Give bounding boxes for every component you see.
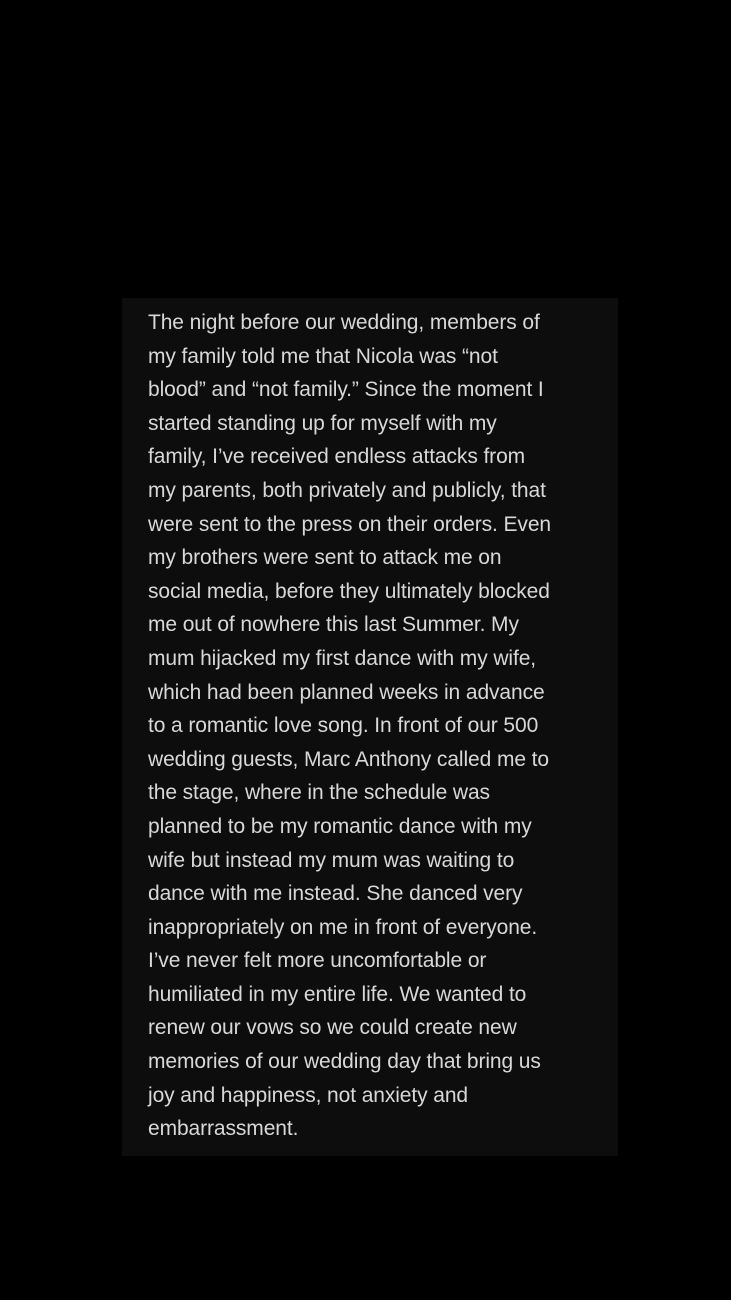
text-line: to a romantic love song. In front of our 500 [148, 714, 539, 738]
text-line: wedding guests, Marc Anthony called me to [148, 747, 549, 771]
text-line: which had been planned weeks in advance [148, 680, 545, 704]
text-line: my family told me that Nicola was “not [148, 344, 498, 368]
text-line: were sent to the press on their orders. Even [148, 512, 551, 536]
text-line: inappropriately on me in front of everyone. [148, 915, 538, 939]
text-line: my brothers were sent to attack me on [148, 546, 502, 570]
text-line: the stage, where in the schedule was [148, 781, 490, 805]
text-line: wife but instead my mum was waiting to [148, 848, 515, 872]
text-line: renew our vows so we could create new [148, 1016, 517, 1040]
text-line: I’ve never felt more uncomfortable or [148, 949, 487, 973]
text-line: started standing up for myself with my [148, 411, 497, 435]
story-text-card [122, 298, 618, 1156]
text-line: memories of our wedding day that bring us [148, 1050, 541, 1074]
text-line: planned to be my romantic dance with my [148, 814, 532, 838]
text-line: mum hijacked my first dance with my wife, [148, 646, 537, 670]
text-line: dance with me instead. She danced very [148, 882, 523, 906]
text-line: me out of nowhere this last Summer. My [148, 613, 519, 637]
text-line: joy and happiness, not anxiety and [148, 1083, 468, 1107]
text-line: embarrassment. [148, 1117, 299, 1141]
text-line: social media, before they ultimately blocked [148, 579, 550, 603]
story-text [148, 306, 618, 1146]
text-line: blood” and “not family.” Since the moment I [148, 378, 544, 402]
text-line: The night before our wedding, members of [148, 311, 540, 334]
text-line: humiliated in my entire life. We wanted to [148, 982, 527, 1006]
text-line: family, I’ve received endless attacks from [148, 445, 526, 469]
text-line: my parents, both privately and publicly, that [148, 478, 546, 502]
